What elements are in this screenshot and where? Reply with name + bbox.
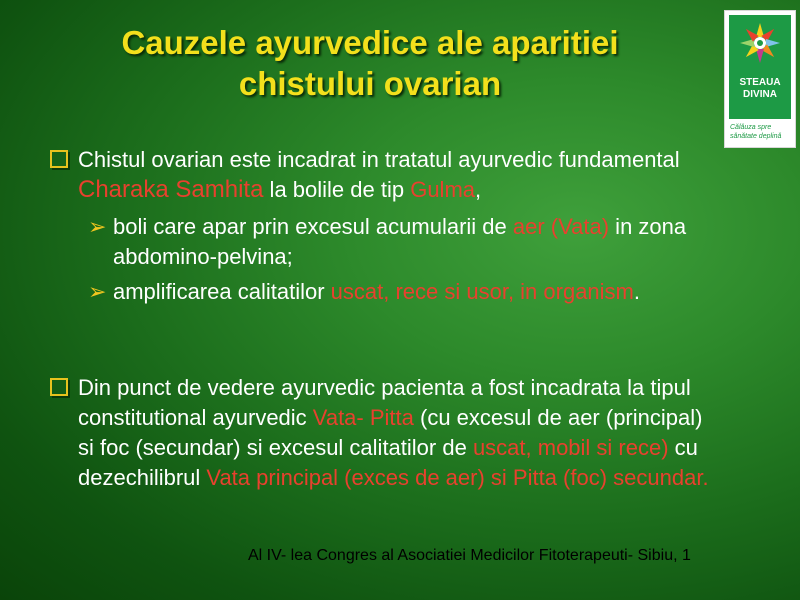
logo-name-line-1: STEAUA xyxy=(739,77,781,88)
title-line-2: chistului ovarian xyxy=(238,65,502,102)
bullet-1-text-2: la bolile de tip xyxy=(263,177,411,202)
bullet-2-text: Din punct de vedere ayurvedic pacienta a fost incadrata la tipul constitutional ayurvedic xyxy=(78,375,691,430)
sub-bullet-2-highlight: uscat, rece si usor, in organism xyxy=(330,279,634,304)
sub-bullet-2 xyxy=(113,277,753,307)
arrow-right-icon: ➢ xyxy=(88,279,107,304)
bullet-1-highlight-gulma: Gulma xyxy=(410,177,475,202)
sub-bullet-1-text-2: in zona abdomino-pelvina; xyxy=(113,214,687,269)
bullet-1-highlight-charaka: Charaka Samhita xyxy=(78,176,264,203)
bullet-2-highlight-imbalance: Vata principal (exces de aer) si Pitta (foc) secundar. xyxy=(206,465,709,490)
bullet-2-highlight-qualities: uscat, mobil si rece) xyxy=(472,435,669,460)
sub-bullet-1-highlight: aer (Vata) xyxy=(512,214,610,239)
hollow-square-icon xyxy=(50,378,68,396)
arrow-right-icon: ➢ xyxy=(88,214,107,239)
sub-bullet-2-text-2: . xyxy=(633,279,641,304)
slide-footer: Al IV- lea Congres al Asociatiei Medicilor Fitoterapeuti- Sibiu, 1 xyxy=(248,547,691,564)
sub-bullet-2-text: amplificarea calitatilor xyxy=(113,279,331,304)
bullet-1-text: Chistul ovarian este incadrat in tratatul ayurvedic fundamental xyxy=(78,147,680,172)
bullet-2-highlight-vata-pitta: Vata- Pitta xyxy=(312,405,414,430)
hollow-square-icon xyxy=(50,150,68,168)
logo-tagline-line-1: Călăuza spre xyxy=(730,124,772,131)
sub-bullet-1 xyxy=(113,212,763,272)
bullet-1-text-3: , xyxy=(475,177,482,202)
bullet-2-text-2: (cu excesul de aer (principal) si foc (secundar) si excesul calitatilor de xyxy=(78,405,703,460)
bullet-2-text-3: cu dezechilibrul xyxy=(78,435,698,490)
bullet-1 xyxy=(78,145,708,205)
logo-tagline-line-2: sănătate deplină xyxy=(730,133,782,140)
logo-name-line-2: DIVINA xyxy=(743,89,777,100)
bullet-2 xyxy=(78,373,718,493)
sub-bullet-1-text: boli care apar prin excesul acumularii de xyxy=(113,214,513,239)
title-line-1: Cauzele ayurvedice ale aparitiei xyxy=(121,24,619,61)
